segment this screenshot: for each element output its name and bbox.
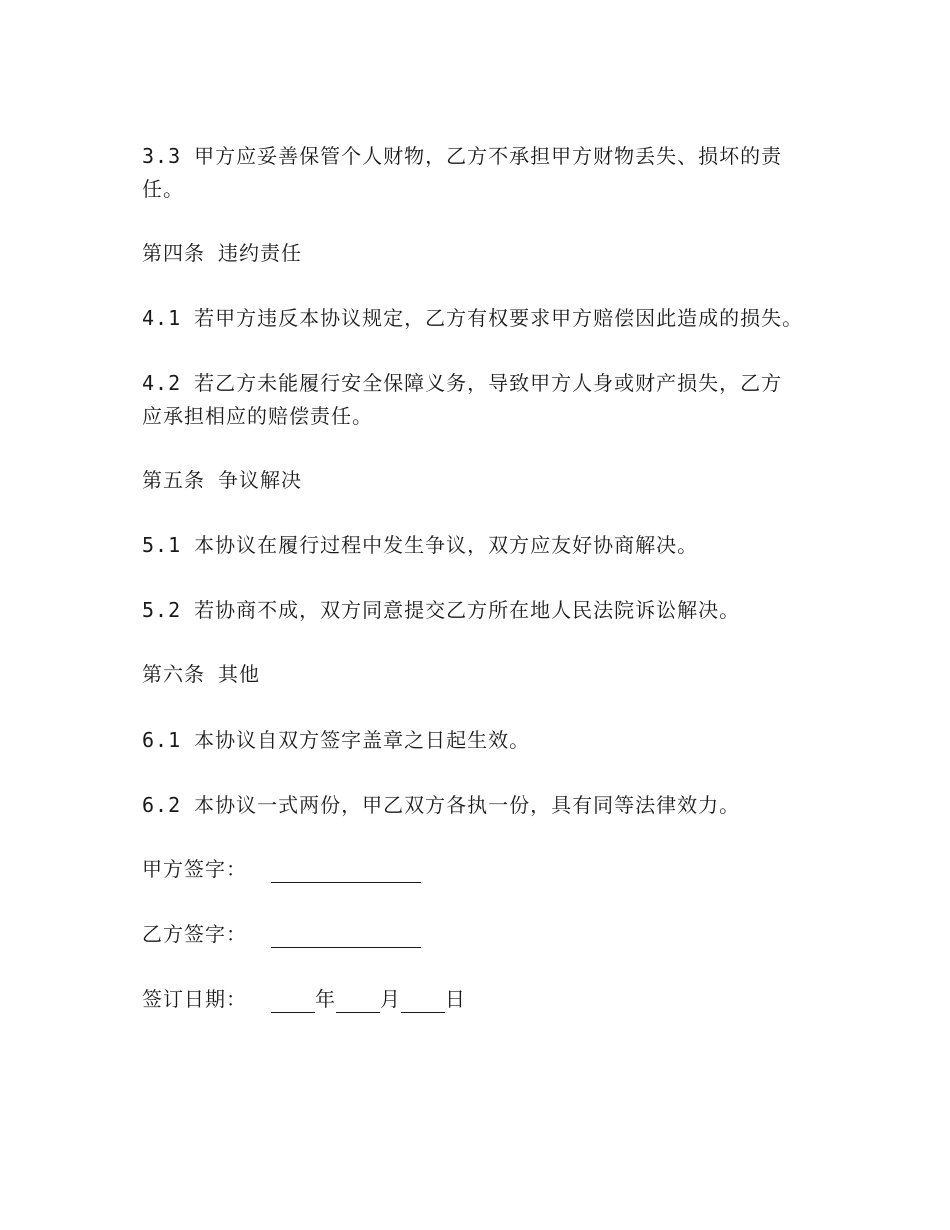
month-blank[interactable]	[336, 992, 380, 1013]
signing-date-row	[142, 985, 466, 1013]
party-a-signature-label: 甲方签字：	[142, 857, 247, 881]
month-label: 月	[380, 987, 401, 1011]
clause-4-2-line-2: 应承担相应的赔偿责任。	[142, 404, 373, 428]
clause-6-2: 6.2 本协议一式两份，甲乙双方各执一份，具有同等法律效力。	[142, 793, 741, 817]
clause-3-3-line-1: 3.3 甲方应妥善保管个人财物，乙方不承担甲方财物丢失、损坏的责	[142, 144, 783, 168]
party-b-signature-blank[interactable]	[271, 927, 421, 948]
day-label: 日	[445, 987, 466, 1011]
day-blank[interactable]	[401, 992, 445, 1013]
clause-3-3-line-2: 任。	[142, 177, 184, 201]
article-5-heading: 第五条 争议解决	[142, 468, 303, 492]
clause-6-1: 6.1 本协议自双方签字盖章之日起生效。	[142, 728, 531, 752]
article-6-heading: 第六条 其他	[142, 662, 261, 686]
party-a-signature-blank[interactable]	[271, 862, 421, 883]
clause-5-2: 5.2 若协商不成，双方同意提交乙方所在地人民法院诉讼解决。	[142, 598, 741, 622]
party-b-signature-label: 乙方签字：	[142, 922, 247, 946]
party-b-signature-row	[142, 920, 421, 948]
clause-4-1: 4.1 若甲方违反本协议规定，乙方有权要求甲方赔偿因此造成的损失。	[142, 306, 804, 330]
article-4-heading: 第四条 违约责任	[142, 241, 303, 265]
year-label: 年	[315, 987, 336, 1011]
clause-5-1: 5.1 本协议在履行过程中发生争议，双方应友好协商解决。	[142, 533, 699, 557]
signing-date-label: 签订日期：	[142, 987, 247, 1011]
party-a-signature-row	[142, 855, 421, 883]
clause-4-2-line-1: 4.2 若乙方未能履行安全保障义务，导致甲方人身或财产损失，乙方	[142, 371, 783, 395]
year-blank[interactable]	[271, 992, 315, 1013]
